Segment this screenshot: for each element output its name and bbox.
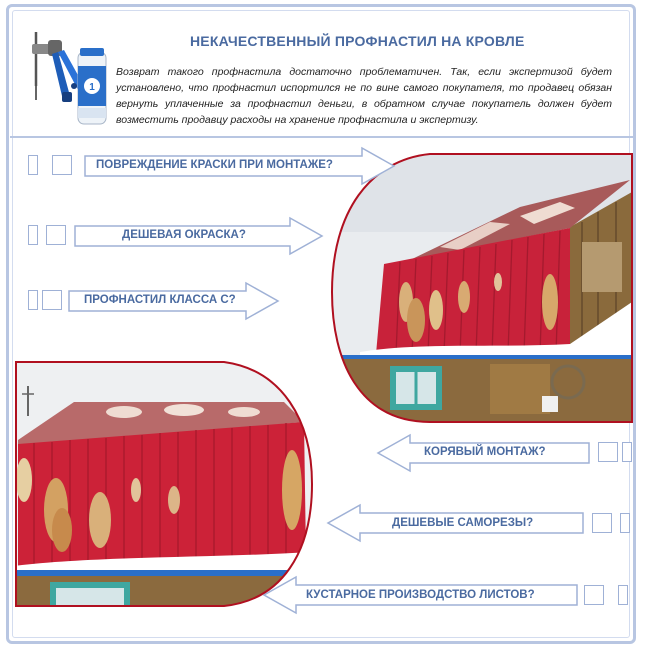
paint-bottle-icon: [78, 48, 106, 124]
rivet-gun-icon: [32, 32, 84, 102]
checkbox: [584, 585, 604, 605]
cause-label: ДЕШЕВАЯ ОКРАСКА?: [122, 229, 246, 241]
checkbox: [42, 290, 62, 310]
checkbox: [52, 155, 72, 175]
checkbox-small: [28, 290, 38, 310]
checkbox-small: [618, 585, 628, 605]
checkbox-small: [620, 513, 630, 533]
checkbox-small: [28, 155, 38, 175]
header-divider: [10, 136, 634, 138]
cause-label: ПОВРЕЖДЕНИЕ КРАСКИ ПРИ МОНТАЖЕ?: [96, 159, 333, 171]
svg-text:1: 1: [89, 82, 95, 93]
checkbox: [592, 513, 612, 533]
roof-photo-bottom: [14, 360, 316, 610]
cause-label: КОРЯВЫЙ МОНТАЖ?: [424, 446, 546, 458]
checkbox: [46, 225, 66, 245]
tools-illustration: [22, 26, 112, 130]
checkbox: [598, 442, 618, 462]
roof-photo-top: [320, 152, 636, 424]
checkbox-small: [28, 225, 38, 245]
page-title: НЕКАЧЕСТВЕННЫЙ ПРОФНАСТИЛ НА КРОВЛЕ: [190, 33, 525, 49]
checkbox-small: [622, 442, 632, 462]
cause-label: КУСТАРНОЕ ПРОИЗВОДСТВО ЛИСТОВ?: [306, 589, 535, 601]
cause-label: ПРОФНАСТИЛ КЛАССА С?: [84, 294, 236, 306]
intro-paragraph: Возврат такого профнастила достаточно проблематичен. Так, если экспертизой будет установлено, что профнастил испортился не по вине самого покупателя, то продавец обязан вернуть уплаченные за профнастил деньги, в обратном случае покупатель должен будет возместить продавцу расходы на хранение профнастила и экспертизу.: [116, 66, 612, 126]
cause-label: ДЕШЕВЫЕ САМОРЕЗЫ?: [392, 517, 534, 529]
